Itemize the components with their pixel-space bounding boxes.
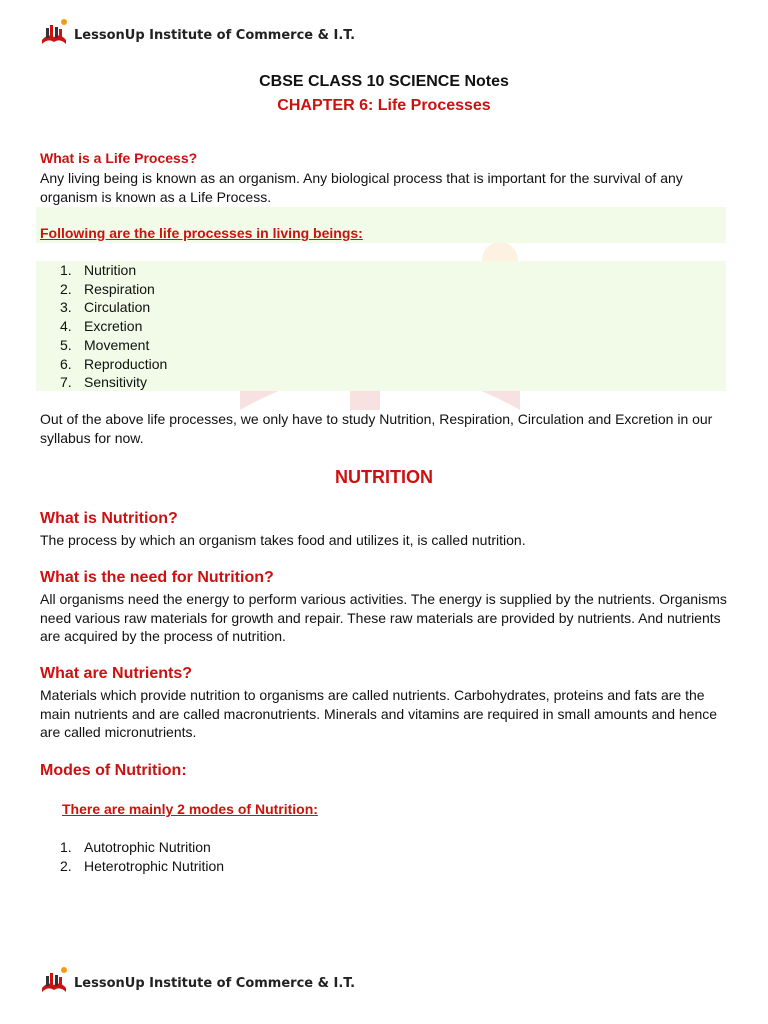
header-org-name: LessonUp Institute of Commerce & I.T. <box>74 28 356 43</box>
nutrition-question: What is Nutrition? <box>40 510 178 527</box>
life-process-text: Any living being is known as an organism. Any biological process that is important for the survival of any organism is known as a Life Process. <box>40 170 683 205</box>
list-item: 3. Circulation <box>60 299 151 316</box>
modes-subheading: There are mainly 2 modes of Nutrition: <box>62 801 318 817</box>
life-process-heading: What is a Life Process? <box>40 150 198 166</box>
list-item: 1. Nutrition <box>60 262 137 278</box>
list-item: 7. Sensitivity <box>60 374 148 391</box>
doc-title: CBSE CLASS 10 SCIENCE Notes <box>259 73 509 90</box>
footer-org-name: LessonUp Institute of Commerce & I.T. <box>74 976 356 991</box>
list-item: 2. Heterotrophic Nutrition <box>60 857 225 874</box>
chapter-title: CHAPTER 6: Life Processes <box>277 97 491 114</box>
list-item: 4. Excretion <box>60 318 143 335</box>
list-item: 1. Autotrophic Nutrition <box>60 839 211 855</box>
book-logo-icon <box>40 966 68 994</box>
need-nutrition-answer: All organisms need the energy to perform various activities. The energy is supplied by the nutrients. Organisms need various raw materials for growth and repair. These raw materials are provided by nutrients. And nutrients are acquired by the process of nutrition. <box>40 591 727 645</box>
book-logo-icon <box>40 18 68 46</box>
nutrition-answer: The process by which an organism takes food and utilizes it, is called nutrition. <box>40 532 526 548</box>
life-process-list-heading: Following are the life processes in living beings: <box>40 225 363 241</box>
page-header <box>40 18 355 46</box>
modes-list <box>60 838 224 875</box>
list-item: 2. Respiration <box>60 280 155 297</box>
nutrients-question: What are Nutrients? <box>40 665 193 682</box>
life-process-list <box>60 261 167 392</box>
list-item: 5. Movement <box>60 336 150 353</box>
modes-heading: Modes of Nutrition: <box>40 762 187 779</box>
section-title-nutrition: NUTRITION <box>335 467 433 487</box>
list-item: 6. Reproduction <box>60 355 168 372</box>
need-nutrition-question: What is the need for Nutrition? <box>40 569 274 586</box>
life-process-note: Out of the above life processes, we only have to study Nutrition, Respiration, Circulation and Excretion in our syllabus for now. <box>40 411 713 446</box>
nutrients-answer: Materials which provide nutrition to organisms are called nutrients. Carbohydrates, proteins and fats are the main nutrients and are called macronutrients. Minerals and vitamins are required in small amounts and hence are called micronutrients. <box>40 687 718 741</box>
page-footer <box>40 966 355 994</box>
